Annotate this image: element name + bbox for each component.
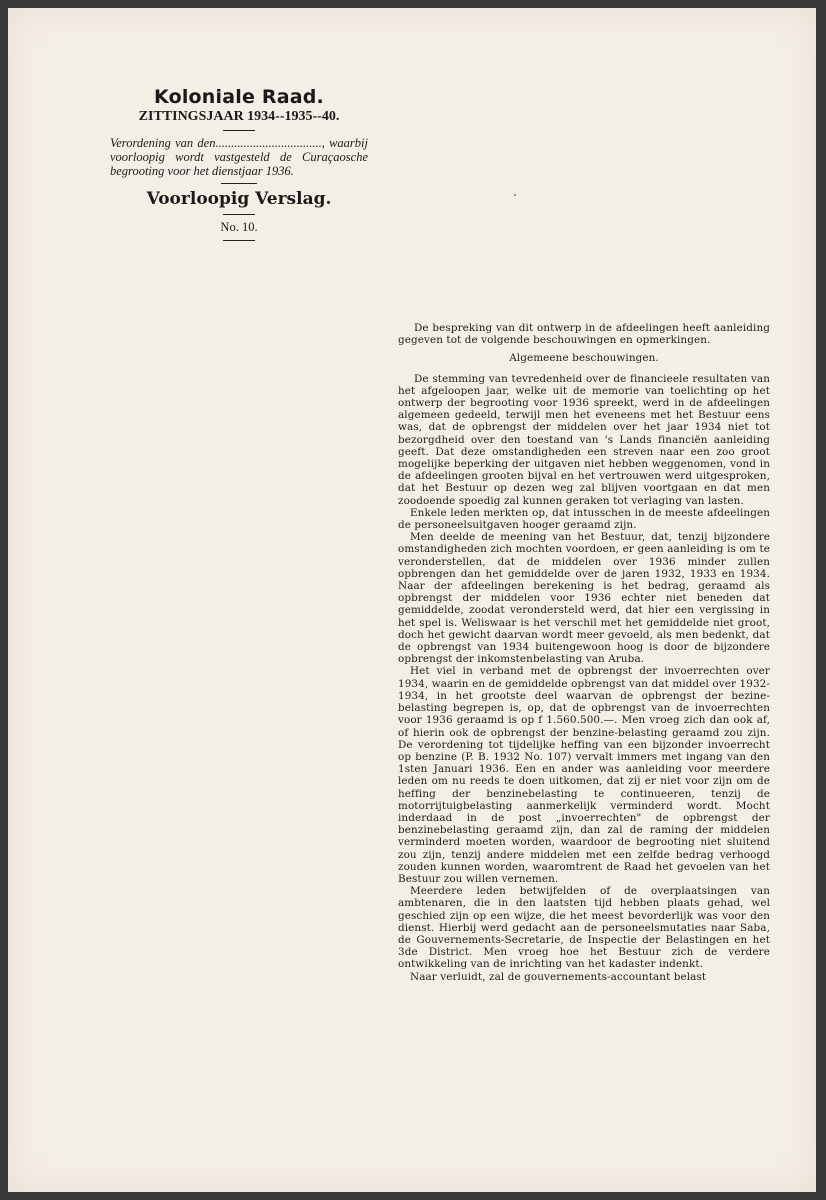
organization-title: Koloniale Raad. [154, 86, 324, 108]
body-paragraph: Enkele leden merkten op, dat intusschen in de meeste afdeelingen de personeelsuitgaven hooger geraamd zijn. [398, 506, 770, 532]
ordinance-text: Verordening van den.................................., waarbij voorloopig wordt vastgesteld de Curaçaosche begrooting voor het dienstjaar 1936. [110, 136, 368, 178]
body-paragraph: Het viel in verband met de opbrengst der invoerrechten over 1934, waarin en de gemiddelde opbrengst van dat middel over 1932-1934, in het grootste deel waarvan de opbrengst der bezine-belasting begrepen is, op, dat de opbrengst van de invoerrechten voor 1936 geraamd is op f 1.560.500.—. Men vroeg zich dan ook af, of hierin ook de opbrengst der benzine-belasting geraamd zou zijn. De verordening tot tijdelijke heffing van een bijzonder invoerrecht op benzine (P. B. 1932 No. 107) vervalt immers met ingang van den 1sten Januari 1936. Een en ander was aanleiding voor meerdere leden om nu reeds te doen uitkomen, dat zij er niet voor zijn om de heffing der benzinebelasting te continueeren, tenzij de motorrijtuigbelasting aanmerkelijk verminderd wordt. Mocht inderdaad in de post „invoerrechten" de opbrengst der benzinebelasting geraamd zijn, dan zal de raming der middelen verminderd moeten worden, waardoor de begrooting niet sluitend zou zijn, tenzij andere middelen met een zelfde bedrag verhoogd zouden kunnen worden, waaromtrent de Raad het gevoelen van het Bestuur zou willen vernemen. [398, 665, 770, 885]
section-heading: Algemeene beschouwingen. [509, 352, 659, 365]
document-header [108, 86, 370, 246]
body-paragraph: Men deelde de meening van het Bestuur, dat, tenzij bijzondere omstandigheden zich mochten voordoen, er geen aanleiding is om te veronderstellen, dat de middelen over 1936 minder zullen opbrengen dan het gemiddelde over de jaren 1932, 1933 en 1934. Naar der afdeelingen berekening is het bedrag, geraamd als opbrengst der middelen voor 1936 echter niet beneden dat gemiddelde, zoodat verondersteld werd, dat hier een vergissing in het spel is. Weliswaar is het verschil met het gemiddelde niet groot, doch het gewicht daarvan wordt meer gevoeld, als men bedenkt, dat de opbrengst van 1934 buitengewoon hoog is door de bijzondere opbrengst der inkomstenbelasting van Aruba. [398, 531, 770, 666]
intro-paragraph: De bespreking van dit ontwerp in de afdeelingen heeft aanleiding gegeven tot de volgende beschouwingen en opmerkingen. [398, 322, 770, 347]
body-paragraph: De stemming van tevredenheid over de financieele resultaten van het afgeloopen jaar, welke uit de memorie van toelichting op het ontwerp der begrooting voor 1936 spreekt, werd in de afdeelingen algemeen gedeeld, terwijl men het eveneens met het Bestuur eens was, dat de opbrengst der middelen over het jaar 1934 niet tot bezorgdheid over den toestand van 's Lands financiën aanleiding geeft. Dat deze omstandigheden een streven naar een zoo groot mogelijke beperking der uitgaven niet hebben weggenomen, vond in de afdeelingen grooten bijval en het vertrouwen werd uitgesproken, dat het Bestuur op dezen weg zal blijven voortgaan en dat men zoodoende spoedig zal kunnen geraken tot verlaging van lasten. [398, 372, 770, 507]
document-page [8, 8, 816, 1192]
scan-speck [514, 194, 516, 196]
report-number: No. 10. [220, 220, 258, 234]
report-body [398, 322, 770, 983]
header-rule [223, 130, 255, 131]
body-paragraph: Naar verluidt, zal de gouvernements-accountant belast [410, 970, 707, 983]
header-rule [223, 214, 255, 215]
header-rule [221, 183, 257, 184]
report-title: Voorloopig Verslag. [146, 189, 332, 209]
session-year: ZITTINGSJAAR 1934--1935--40. [138, 109, 340, 124]
body-paragraph: Meerdere leden betwijfelden of de overplaatsingen van ambtenaren, die in den laatsten tijd hebben plaats gehad, wel geschied zijn op een wijze, die het meest bevorderlijk was voor den dienst. Hierbij werd gedacht aan de personeelsmutaties naar Saba, de Gouvernements-Secretarie, de Inspectie der Belastingen en het 3de District. Men vroeg hoe het Bestuur zich de verdere ontwikkeling van de inrichting van het kadaster indenkt. [398, 885, 770, 971]
header-rule [223, 240, 255, 241]
